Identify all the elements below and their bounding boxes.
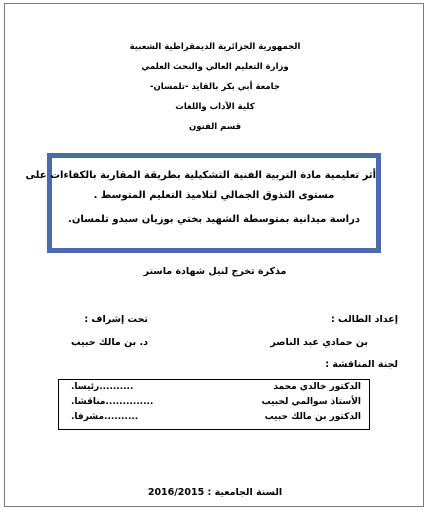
supervisor-name: د. بن مالك حبيب — [70, 337, 148, 348]
department-name: قسم الفنون — [188, 122, 242, 132]
thesis-title-box — [25, 153, 381, 253]
ministry-name: وزارة التعليم العالي والبحث العلمي — [141, 62, 289, 72]
committee-member-name: الأستاذ سوالمي لحبيب — [261, 397, 361, 407]
student-name: بن حمادي عبد الناصر — [270, 337, 368, 348]
thesis-title-line-1: أثر تعليمية مادة التربية الفنية التشكيلية بطريقة المقاربة بالكفاءات على — [25, 170, 376, 181]
prepared-by-label: إعداد الطالب : — [330, 314, 398, 325]
university-name: جامعة أبي بكر بالقايد -تلمسان- — [150, 82, 280, 92]
supervision-label: تحت إشراف : — [84, 314, 148, 325]
committee-label: لجنة المناقشة : — [325, 359, 398, 370]
committee-member-name: الدكتور بن مالك حبيب — [264, 412, 361, 422]
page-border — [4, 3, 424, 507]
academic-year — [0, 487, 430, 498]
thesis-subtitle: دراسة ميدانية بمتوسطة الشهيد بختي بوزيان سبدو تلمسان. — [68, 214, 360, 225]
academic-year-value: 2016/2015 — [147, 487, 205, 498]
committee-member-row — [59, 412, 365, 427]
committee-member-row — [59, 397, 365, 412]
thesis-title-line-2: مستوى التذوق الجمالي لتلاميذ التعليم المتوسط . — [93, 190, 335, 201]
republic-name: الجمهورية الجزائرية الديمقراطية الشعبية — [129, 42, 301, 52]
committee-member-name: الدكتور خالدي محمد — [273, 382, 361, 392]
memo-degree: مذكرة تخرج لنيل شهادة ماستر — [143, 266, 287, 277]
committee-member-role: ..........رئيسا. — [71, 382, 134, 392]
committee-member-role: ..............مناقشا. — [71, 397, 154, 407]
academic-year-label: السنة الجامعية : — [207, 487, 283, 498]
committee-box — [58, 379, 370, 430]
committee-member-role: ..........مشرفا. — [71, 412, 139, 422]
committee-member-row — [59, 382, 365, 397]
faculty-name: كلية الآداب واللغات — [175, 102, 255, 112]
